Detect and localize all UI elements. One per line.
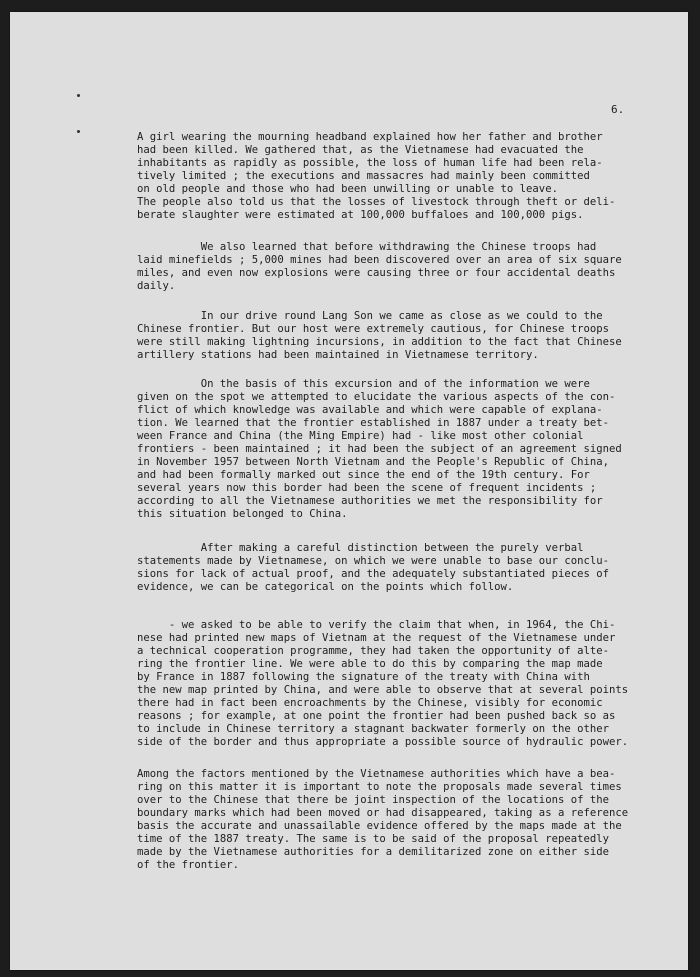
text-line: in November 1957 between North Vietnam and the People's Republic of China, bbox=[137, 456, 609, 468]
text-line: sions for lack of actual proof, and the adequately substantiated pieces of bbox=[137, 568, 609, 580]
text-line: time of the 1887 treaty. The same is to be said of the proposal repeatedly bbox=[137, 833, 609, 845]
punch-hole-top bbox=[77, 94, 80, 97]
text-line: to include in Chinese territory a stagnant backwater formerly on the other bbox=[137, 723, 609, 735]
text-line: this situation belonged to China. bbox=[137, 508, 348, 520]
document-page bbox=[10, 12, 688, 970]
text-line: the new map printed by China, and were able to observe that at several points bbox=[137, 684, 629, 696]
text-line: tion. We learned that the frontier established in 1887 under a treaty bet- bbox=[137, 417, 609, 429]
paragraph-5 bbox=[137, 542, 649, 594]
text-line: berate slaughter were estimated at 100,000 buffaloes and 100,000 pigs. bbox=[137, 209, 584, 221]
punch-hole-middle bbox=[77, 130, 80, 133]
text-line: had been killed. We gathered that, as the Vietnamese had evacuated the bbox=[137, 144, 584, 156]
text-line: and had been formally marked out since the end of the 19th century. For bbox=[137, 469, 590, 481]
text-line: - we asked to be able to verify the claim that when, in 1964, the Chi- bbox=[137, 619, 616, 631]
paragraph-3 bbox=[137, 310, 649, 362]
text-line: artillery stations had been maintained in Vietnamese territory. bbox=[137, 349, 539, 361]
paragraph-6 bbox=[137, 619, 649, 749]
text-line: a technical cooperation programme, they had taken the opportunity of alte- bbox=[137, 645, 609, 657]
text-line: On the basis of this excursion and of the information we were bbox=[137, 378, 590, 390]
text-line: side of the border and thus appropriate a possible source of hydraulic power. bbox=[137, 736, 629, 748]
text-line: laid minefields ; 5,000 mines had been discovered over an area of six square bbox=[137, 254, 622, 266]
text-line: daily. bbox=[137, 280, 176, 292]
text-line: We also learned that before withdrawing the Chinese troops had bbox=[137, 241, 597, 253]
text-line: flict of which knowledge was available and which were capable of explana- bbox=[137, 404, 603, 416]
text-line: The people also told us that the losses of livestock through theft or deli- bbox=[137, 196, 616, 208]
text-line: on old people and those who had been unwilling or unable to leave. bbox=[137, 183, 558, 195]
text-line: ring on this matter it is important to note the proposals made several times bbox=[137, 781, 622, 793]
text-line: evidence, we can be categorical on the points which follow. bbox=[137, 581, 514, 593]
text-line: over to the Chinese that there be joint inspection of the locations of the bbox=[137, 794, 609, 806]
text-line: After making a careful distinction between the purely verbal bbox=[137, 542, 584, 554]
text-line: ween France and China (the Ming Empire) had - like most other colonial bbox=[137, 430, 584, 442]
text-line: were still making lightning incursions, in addition to the fact that Chinese bbox=[137, 336, 622, 348]
text-line: basis the accurate and unassailable evidence offered by the maps made at the bbox=[137, 820, 622, 832]
text-line: tively limited ; the executions and massacres had mainly been committed bbox=[137, 170, 590, 182]
text-line: of the frontier. bbox=[137, 859, 240, 871]
text-line: given on the spot we attempted to elucidate the various aspects of the con- bbox=[137, 391, 616, 403]
text-line: Chinese frontier. But our host were extremely cautious, for Chinese troops bbox=[137, 323, 609, 335]
paragraph-2 bbox=[137, 241, 649, 293]
paragraph-4 bbox=[137, 378, 649, 521]
text-line: made by the Vietnamese authorities for a demilitarized zone on either side bbox=[137, 846, 609, 858]
text-line: In our drive round Lang Son we came as close as we could to the bbox=[137, 310, 603, 322]
paragraph-1 bbox=[137, 131, 649, 222]
text-line: there had in fact been encroachments by the Chinese, visibly for economic bbox=[137, 697, 603, 709]
text-line: boundary marks which had been moved or had disappeared, taking as a reference bbox=[137, 807, 629, 819]
text-line: several years now this border had been the scene of frequent incidents ; bbox=[137, 482, 597, 494]
text-line: Among the factors mentioned by the Vietnamese authorities which have a bea- bbox=[137, 768, 616, 780]
text-line: ring the frontier line. We were able to do this by comparing the map made bbox=[137, 658, 603, 670]
text-line: reasons ; for example, at one point the frontier had been pushed back so as bbox=[137, 710, 616, 722]
text-line: inhabitants as rapidly as possible, the loss of human life had been rela- bbox=[137, 157, 603, 169]
page-number: 6. bbox=[611, 103, 625, 116]
text-line: by France in 1887 following the signature of the treaty with China with bbox=[137, 671, 590, 683]
text-line: miles, and even now explosions were causing three or four accidental deaths bbox=[137, 267, 616, 279]
text-line: A girl wearing the mourning headband explained how her father and brother bbox=[137, 131, 603, 143]
text-line: according to all the Vietnamese authorities we met the responsibility for bbox=[137, 495, 603, 507]
text-line: nese had printed new maps of Vietnam at the request of the Vietnamese under bbox=[137, 632, 616, 644]
text-line: frontiers - been maintained ; it had been the subject of an agreement signed bbox=[137, 443, 622, 455]
text-line: statements made by Vietnamese, on which we were unable to base our conclu- bbox=[137, 555, 609, 567]
paragraph-7 bbox=[137, 768, 649, 872]
